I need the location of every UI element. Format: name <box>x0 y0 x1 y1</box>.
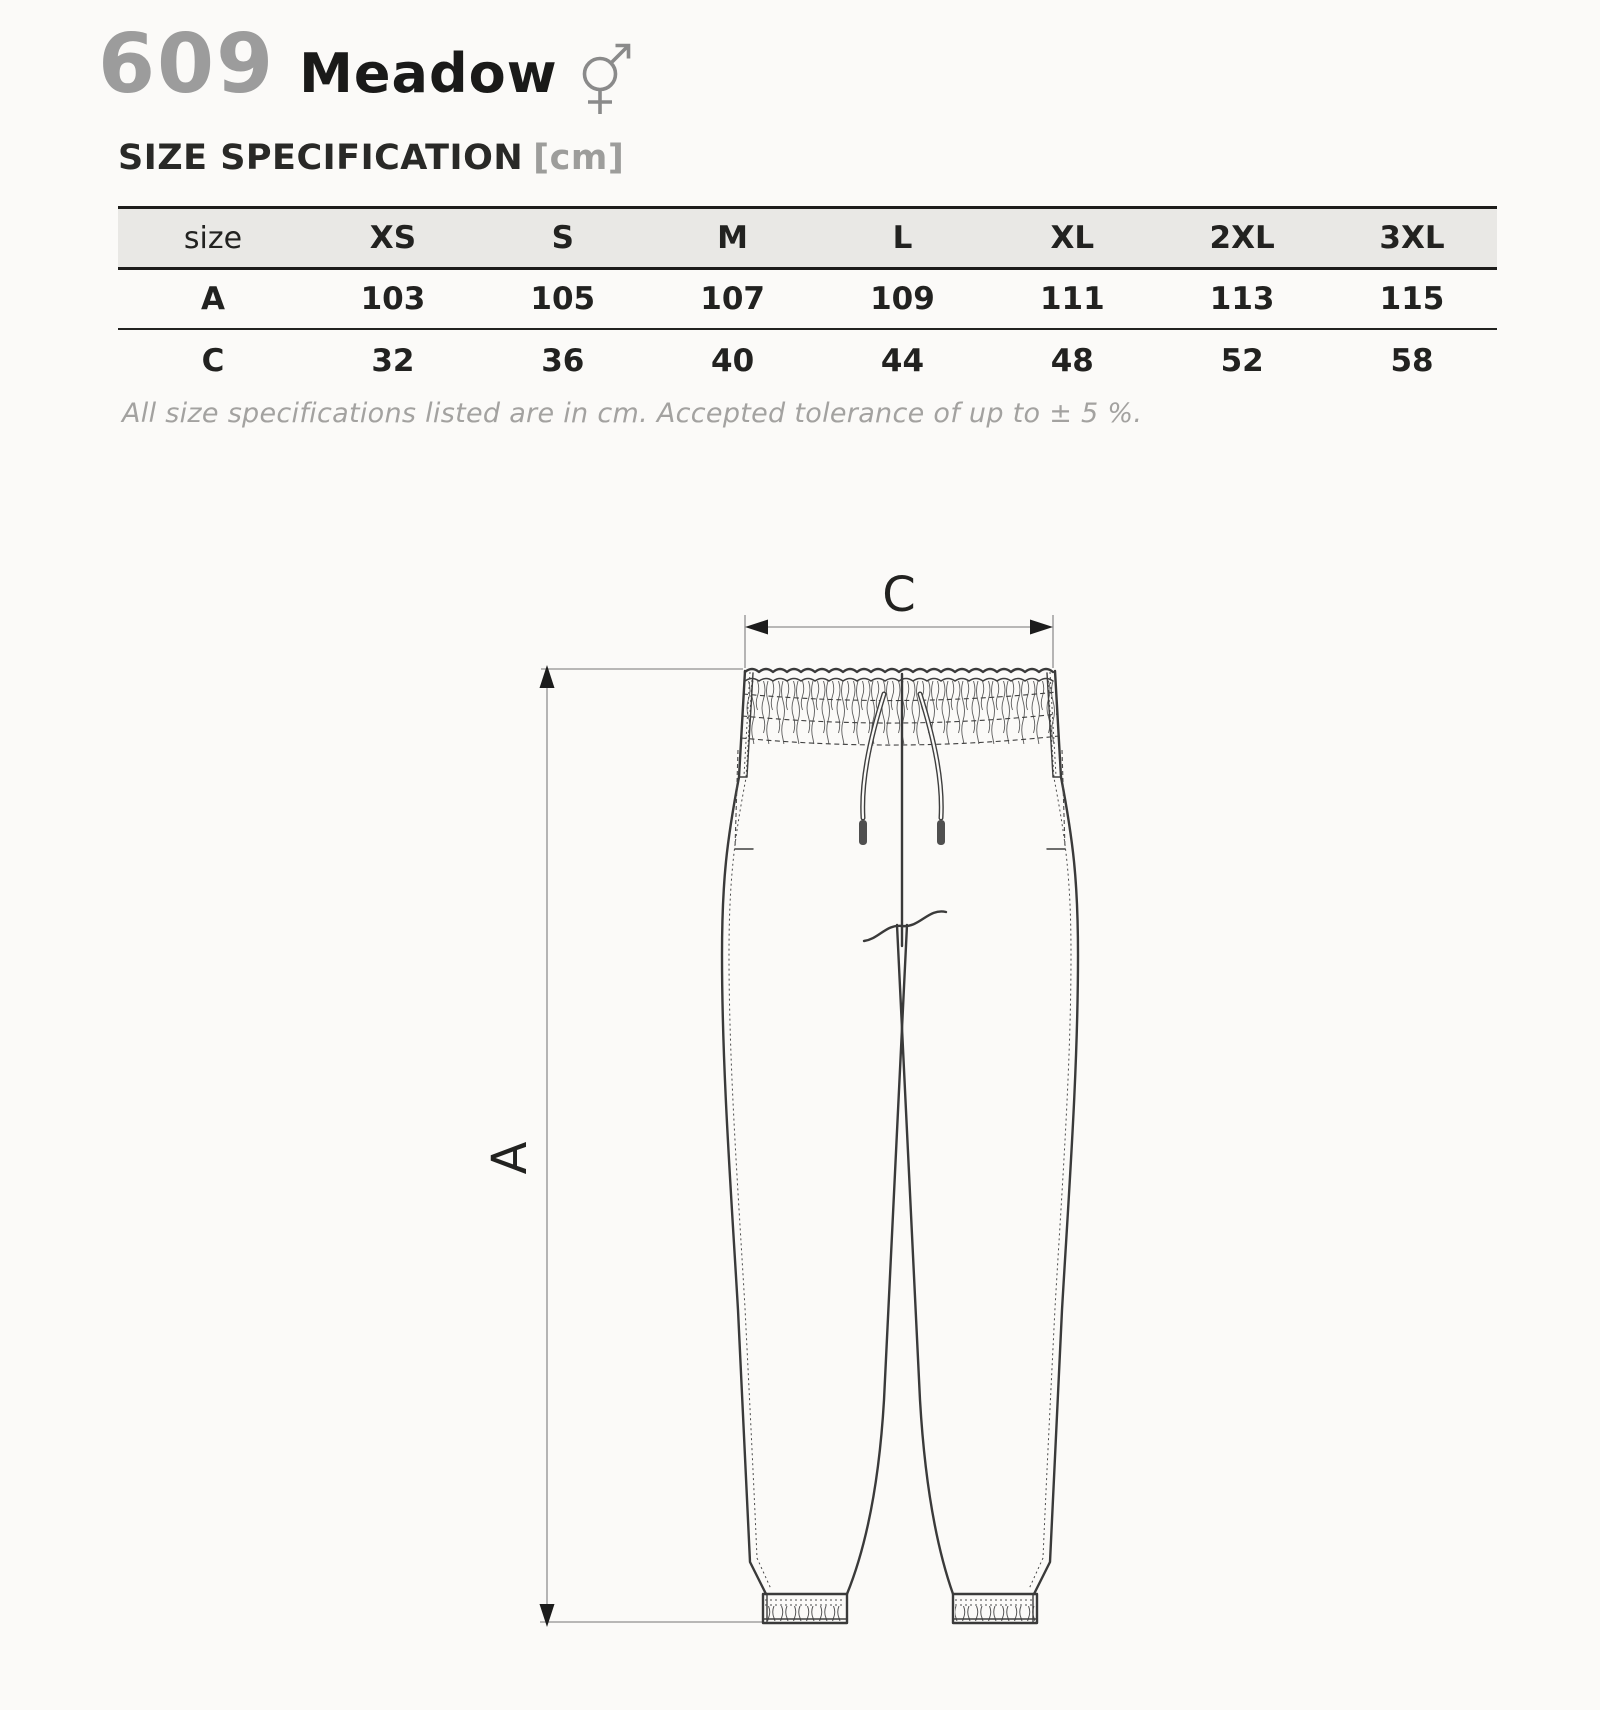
value-a-s: 105 <box>530 281 596 317</box>
drawstring-aglet-right <box>937 820 945 845</box>
dim-c-arrow-left <box>745 620 768 635</box>
value-c-l: 44 <box>880 343 925 379</box>
tolerance-footnote: All size specifications listed are in cm. Accepted tolerance of up to ± 5 %. <box>122 398 1143 429</box>
waistband-top-edge <box>745 669 1053 672</box>
dimension-length-a <box>482 665 763 1627</box>
right-outer-stitch <box>1029 680 1071 1589</box>
fly-stitch-curve <box>864 911 946 941</box>
right-inseam <box>897 925 953 1594</box>
value-a-2xl: 113 <box>1209 281 1275 317</box>
waistband-second-edge <box>745 679 1053 682</box>
right-outer-seam <box>1034 671 1078 1594</box>
section-unit-label: [cm] <box>533 138 625 178</box>
dim-a-arrow-down <box>540 1604 555 1627</box>
product-name: Meadow <box>299 41 558 105</box>
waistband-gather-texture <box>740 681 1060 744</box>
column-header-2xl: 2XL <box>1209 220 1275 256</box>
left-inseam <box>847 925 907 1594</box>
left-outer-stitch <box>729 680 771 1589</box>
dimension-waist-c <box>745 567 1053 668</box>
dim-a-label: A <box>482 1141 538 1175</box>
value-c-m: 40 <box>711 343 755 379</box>
section-title-text: SIZE SPECIFICATION <box>118 138 524 178</box>
value-a-3xl: 115 <box>1379 281 1445 317</box>
right-cuff <box>953 1594 1037 1623</box>
left-outer-seam <box>722 671 766 1594</box>
value-c-s: 36 <box>541 343 585 379</box>
sweatpants-outline <box>722 669 1078 1623</box>
column-header-s: S <box>551 220 574 256</box>
row-label-a: A <box>201 281 225 317</box>
value-c-xl: 48 <box>1050 343 1094 379</box>
column-header-xs: XS <box>369 220 417 256</box>
column-header-3xl: 3XL <box>1379 220 1445 256</box>
left-cuff <box>763 1594 847 1623</box>
value-c-3xl: 58 <box>1390 343 1434 379</box>
value-a-l: 109 <box>870 281 935 317</box>
dim-c-label: C <box>882 567 916 623</box>
product-code: 609 <box>98 17 276 112</box>
column-header-l: L <box>892 220 913 256</box>
value-c-xs: 32 <box>371 343 415 379</box>
value-a-xs: 103 <box>360 281 426 317</box>
column-header-size: size <box>183 220 243 256</box>
row-label-c: C <box>201 343 225 379</box>
value-a-xl: 111 <box>1039 281 1105 317</box>
column-header-xl: XL <box>1050 220 1095 256</box>
value-a-m: 107 <box>700 281 765 317</box>
dim-c-arrow-right <box>1030 620 1053 635</box>
column-header-m: M <box>717 220 749 256</box>
drawstring-aglet-left <box>859 820 867 845</box>
value-c-2xl: 52 <box>1220 343 1264 379</box>
